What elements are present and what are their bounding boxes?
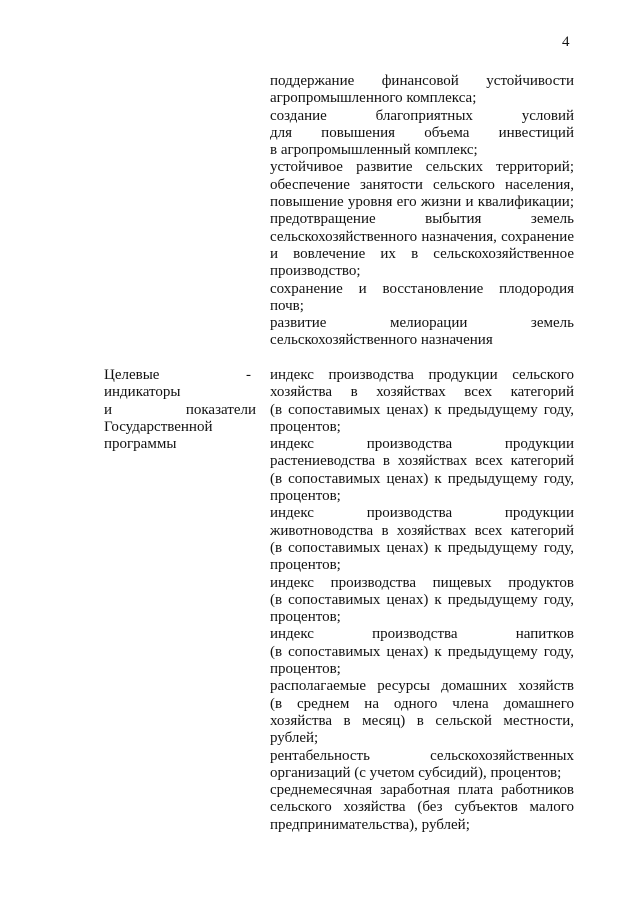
goals-line: повышение уровня его жизни и квалификации; (270, 194, 574, 211)
indicator-line: индекс производства продукции (270, 505, 574, 522)
indicator-line: индекс производства продукции сельского (270, 367, 574, 383)
indicator-line: процентов; (270, 609, 341, 626)
indicator-line: индекс производства напитков (270, 626, 574, 643)
indicator-line: животноводства в хозяйствах всех категорий (270, 522, 574, 539)
goals-line: и вовлечение их в сельскохозяйственное (270, 245, 574, 262)
goals-line: почв; (270, 297, 304, 314)
goals-line: предотвращение выбытия земель (270, 211, 574, 228)
goals-line: сельскохозяйственного назначения (270, 332, 493, 349)
section-label-line: Государственной (104, 418, 213, 435)
indicator-line: рентабельность сельскохозяйственных (270, 747, 574, 764)
indicator-line: сельского хозяйства (без субъектов малого (270, 799, 574, 816)
goals-line: сельскохозяйственного назначения, сохранение (270, 228, 574, 245)
indicator-line: рублей; (270, 730, 319, 747)
section-label-line: программы (104, 436, 177, 453)
goals-line: сохранение и восстановление плодородия (270, 280, 574, 297)
goals-line: устойчивое развитие сельских территорий; (270, 159, 574, 176)
indicator-line: процентов; (270, 488, 341, 505)
indicator-line: индекс производства продукции (270, 436, 574, 453)
target-indicators-list (270, 367, 574, 834)
indicator-line: процентов; (270, 418, 341, 435)
indicator-line: растениеводства в хозяйствах всех категорий (270, 453, 574, 470)
indicator-line: располагаемые ресурсы домашних хозяйств (270, 678, 574, 695)
section-label-line: и показатели (104, 401, 256, 418)
indicator-line: предпринимательства), рублей; (270, 816, 470, 833)
goals-line: развитие мелиорации земель (270, 315, 574, 332)
page-number: 4 (562, 34, 570, 50)
section-label (104, 367, 256, 453)
indicator-line: организаций (с учетом субсидий), процентов; (270, 764, 562, 781)
goals-line: обеспечение занятости сельского населения, (270, 176, 574, 193)
indicator-line: (в сопоставимых ценах) к предыдущему году, (270, 470, 574, 487)
indicator-line: (в сопоставимых ценах) к предыдущему году, (270, 643, 574, 660)
indicator-line: хозяйства в месяц) в сельской местности, (270, 712, 574, 729)
indicator-line: процентов; (270, 661, 341, 678)
indicator-line: индекс производства пищевых продуктов (270, 574, 574, 591)
indicator-line: (в сопоставимых ценах) к предыдущему году, (270, 539, 574, 556)
section-dash: - (246, 367, 251, 383)
indicator-line: (в сопоставимых ценах) к предыдущему году, (270, 591, 574, 608)
goals-line: создание благоприятных условий (270, 107, 574, 124)
goals-line: для повышения объема инвестиций (270, 124, 574, 141)
indicator-line: (в среднем на одного члена домашнего (270, 695, 574, 712)
goals-line: агропромышленного комплекса; (270, 90, 477, 107)
indicator-line: (в сопоставимых ценах) к предыдущему году, (270, 401, 574, 418)
goals-line: производство; (270, 263, 361, 280)
goals-line: поддержание финансовой устойчивости (270, 73, 574, 89)
indicator-line: процентов; (270, 557, 341, 574)
program-goals-list (270, 73, 574, 350)
section-label-line: Целевые (104, 367, 160, 383)
indicator-line: хозяйства в хозяйствах всех категорий (270, 384, 574, 401)
goals-line: в агропромышленный комплекс; (270, 142, 478, 159)
indicator-line: среднемесячная заработная плата работников (270, 782, 574, 799)
section-label-line: индикаторы (104, 384, 181, 401)
